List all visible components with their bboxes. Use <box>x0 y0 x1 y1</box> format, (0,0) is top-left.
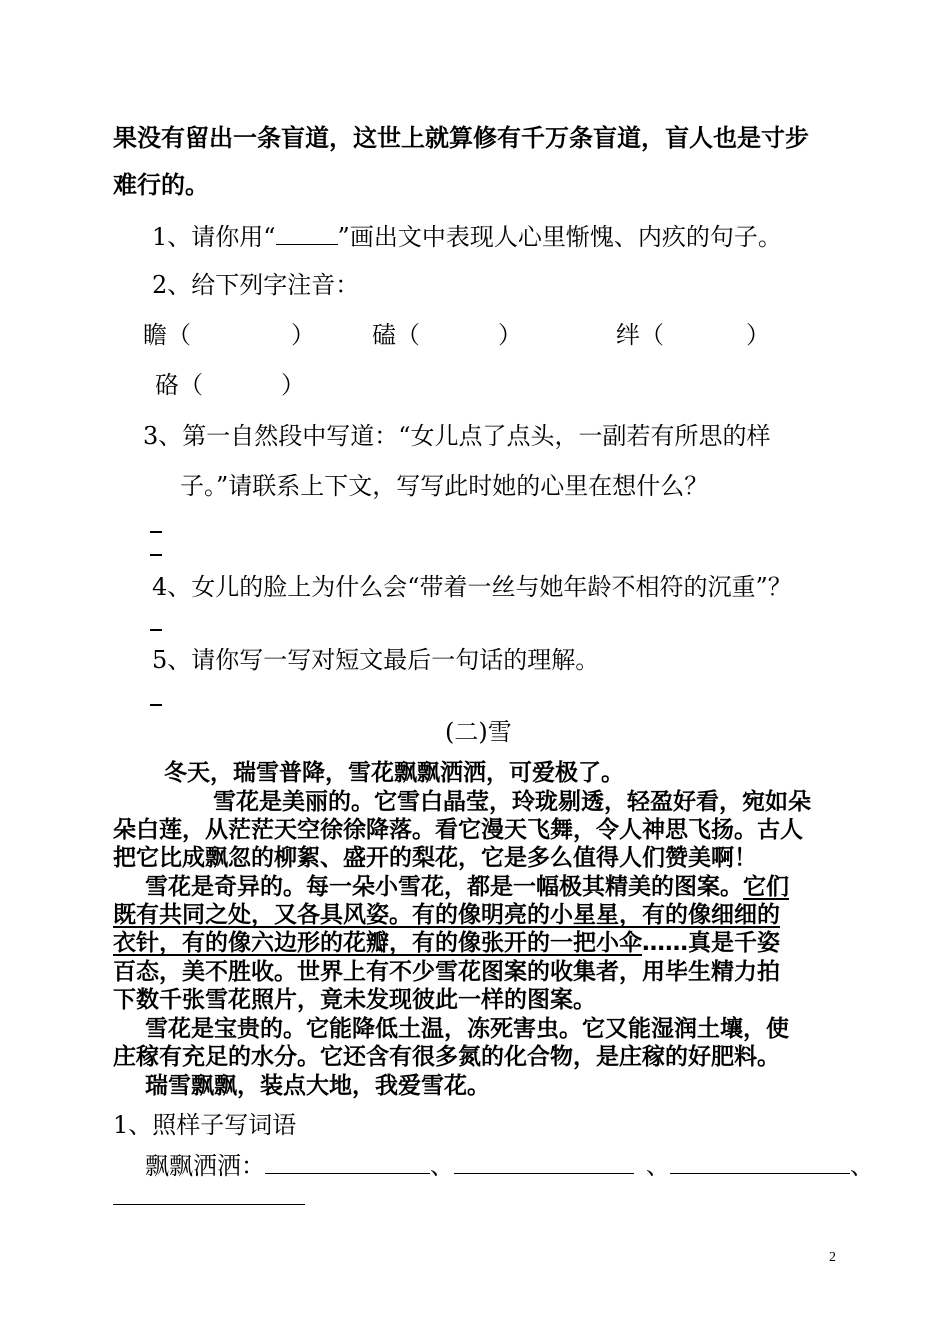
pinyin-item: 硌（ ） <box>155 371 305 399</box>
underlined-text: 衣针，有的像六边形的花瓣，有的像张开的一把小伞 <box>113 930 642 956</box>
section-title: (二)雪 <box>445 718 512 746</box>
answer-blank[interactable] <box>113 1204 305 1205</box>
word-example-row: 飘飘洒洒： 、 、 、 <box>145 1152 874 1180</box>
answer-line[interactable] <box>150 554 162 556</box>
answer-blank[interactable] <box>276 224 338 245</box>
paragraph-4-line: 庄稼有充足的水分。它还含有很多氮的化合物，是庄稼的好肥料。 <box>113 1044 780 1070</box>
paragraph-3-line: 衣针，有的像六边形的花瓣，有的像张开的一把小伞……真是千姿 <box>113 930 780 956</box>
question-1: 1、请你用“ ”画出文中表现人心里惭愧、内疚的句子。 <box>152 223 782 251</box>
answer-blank[interactable] <box>454 1153 634 1174</box>
question-4: 4、女儿的脸上为什么会“带着一丝与她年龄不相符的沉重”？ <box>152 573 792 601</box>
answer-blank[interactable] <box>265 1153 430 1174</box>
paragraph-3-line: 雪花是奇异的。每一朵小雪花，都是一幅极其精美的图案。它们 <box>145 874 789 900</box>
paragraph-2-line: 把它比成飘忽的柳絮、盛开的梨花，它是多么值得人们赞美啊！ <box>113 845 757 871</box>
underlined-text: 它们 <box>743 874 789 900</box>
answer-line[interactable] <box>150 531 162 533</box>
question-5: 5、请你写一写对短文最后一句话的理解。 <box>152 646 600 674</box>
question-3: 3、第一自然段中写道：“女儿点了点头，一副若有所思的样 <box>143 422 771 450</box>
paragraph-2-line: 朵白莲，从茫茫天空徐徐降落。看它漫天飞舞，令人神思飞扬。古人 <box>113 817 803 843</box>
passage-line: 果没有留出一条盲道，这世上就算修有千万条盲道，盲人也是寸步 <box>113 124 809 152</box>
paragraph-1: 冬天，瑞雪普降，雪花飘飘洒洒，可爱极了。 <box>164 760 624 786</box>
paragraph-2-line: 雪花是美丽的。它雪白晶莹，玲珑剔透，轻盈好看，宛如朵 <box>213 789 811 815</box>
question-3-cont: 子。”请联系上下文，写写此时她的心里在想什么？ <box>180 472 709 500</box>
pinyin-item: 绊（ ） <box>616 321 770 349</box>
pinyin-item: 磕（ ） <box>372 321 522 349</box>
paragraph-5: 瑞雪飘飘，装点大地，我爱雪花。 <box>145 1073 490 1099</box>
page-number: 2 <box>829 1250 836 1265</box>
paragraph-3-line: 百态，美不胜收。世界上有不少雪花图案的收集者，用毕生精力拍 <box>113 959 780 985</box>
paragraph-4-line: 雪花是宝贵的。它能降低土温，冻死害虫。它又能湿润土壤，使 <box>145 1016 789 1042</box>
paragraph-3-line: 下数千张雪花照片，竟未发现彼此一样的图案。 <box>113 987 596 1013</box>
answer-blank[interactable] <box>670 1153 850 1174</box>
question-2: 2、给下列字注音： <box>152 271 360 299</box>
answer-line[interactable] <box>150 704 162 706</box>
paragraph-3-line: 既有共同之处，又各具风姿。有的像明亮的小星星，有的像细细的 <box>113 902 780 928</box>
pinyin-item: 瞻（ ） <box>143 321 315 349</box>
question-2-1: 1、照样子写词语 <box>113 1111 297 1139</box>
answer-line[interactable] <box>150 629 162 631</box>
passage-line: 难行的。 <box>113 171 209 199</box>
